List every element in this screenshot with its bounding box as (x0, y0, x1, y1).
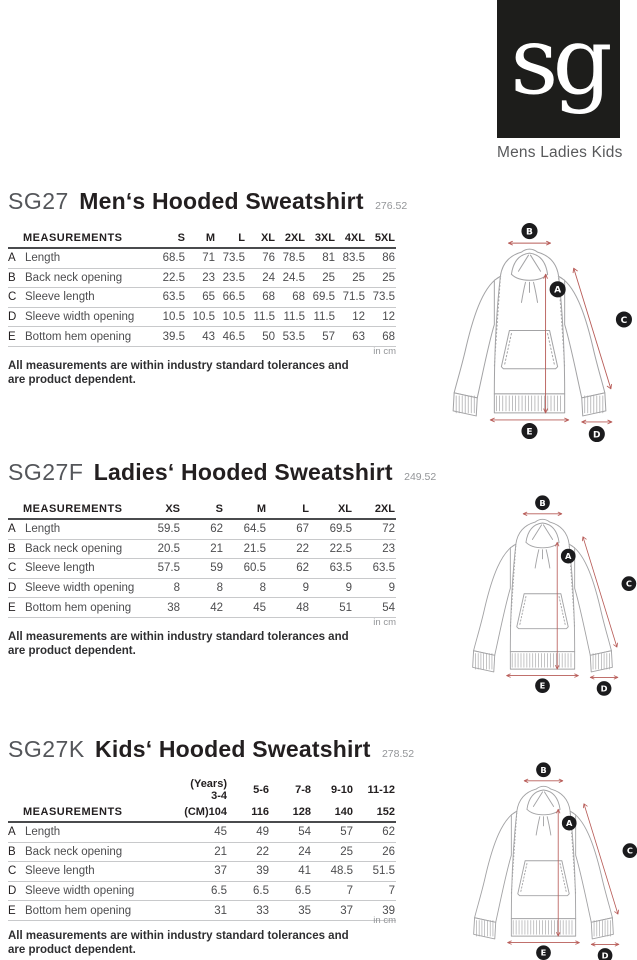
hoodie-diagram (424, 216, 635, 443)
measurement-row (8, 288, 396, 308)
hoodie-left-sleeve (474, 544, 516, 655)
measurement-value: 37 (214, 865, 227, 878)
svg-text:D: D (600, 683, 608, 694)
kangaroo-pocket (517, 594, 568, 629)
product-code: SG27F (8, 459, 84, 485)
row-letter: A (8, 826, 16, 839)
measurement-value: 64.5 (243, 523, 266, 536)
measurement-value: 38 (167, 601, 180, 614)
column-header: M (186, 228, 216, 248)
column-header: 7-8 (295, 784, 311, 796)
row-label: Bottom hem opening (25, 601, 132, 614)
column-header: S (156, 228, 186, 248)
size-header-row-years (8, 778, 396, 802)
column-header: L (216, 228, 246, 248)
row-letter: C (8, 562, 17, 575)
product-name: Men‘s Hooded Sweatshirt (79, 188, 364, 214)
measurement-value: 60.5 (243, 562, 266, 575)
brand-logo-text: sg (510, 7, 607, 116)
measurement-value: 35 (298, 904, 311, 917)
measurement-value: 68 (262, 291, 275, 304)
svg-text:B: B (526, 227, 533, 238)
measurement-value: 26 (382, 845, 395, 858)
column-header: 5XL (366, 228, 396, 248)
measurement-row (8, 842, 396, 862)
row-label: Bottom hem opening (25, 904, 132, 917)
measure-line-B (523, 512, 562, 515)
row-label: Sleeve length (25, 291, 95, 304)
measure-line-D (591, 943, 619, 946)
column-header: 11-12 (367, 784, 395, 796)
measurement-row (8, 822, 396, 842)
measurement-value: 22 (256, 845, 269, 858)
measurement-value: 42 (210, 601, 223, 614)
row-letter: D (8, 582, 17, 595)
measurement-value: 72 (382, 523, 395, 536)
row-label: Sleeve width opening (25, 311, 135, 324)
measurement-value: 45 (253, 601, 266, 614)
svg-text:A: A (554, 285, 562, 296)
measurements-table (8, 228, 396, 347)
measurement-value: 39 (382, 904, 395, 917)
measurement-value: 9 (388, 582, 395, 595)
measurement-value: 10.5 (222, 311, 245, 324)
disclaimer-line: are product dependent. (8, 374, 136, 386)
measurement-value: 11.5 (283, 311, 305, 324)
measurement-row (8, 327, 396, 347)
disclaimer (8, 929, 408, 957)
hoodie-line-art (447, 756, 637, 960)
measurement-value: 68.5 (162, 252, 185, 265)
measurement-row (8, 307, 396, 327)
hoodie-left-sleeve (454, 276, 500, 398)
kangaroo-pocket (518, 861, 569, 896)
measurement-value: 37 (340, 904, 353, 917)
measurement-value: 6.5 (253, 885, 269, 898)
row-label: Sleeve width opening (25, 885, 135, 898)
unit-note: in cm (373, 915, 396, 926)
measurement-value: 20.5 (157, 542, 180, 555)
measurements-header: MEASUREMENTS (8, 499, 138, 519)
measurement-row (8, 881, 396, 901)
measurement-value: 69.5 (312, 291, 335, 304)
measurement-value: 73.5 (372, 291, 395, 304)
measurement-value: 8 (173, 582, 180, 595)
measurement-value: 49 (256, 826, 269, 839)
column-header: (CM)104 (184, 802, 228, 822)
row-label: Length (25, 252, 61, 265)
measurement-value: 76 (262, 252, 275, 265)
column-header: L (267, 499, 310, 519)
column-header: 4XL (336, 228, 366, 248)
measurement-value: 23.5 (222, 271, 245, 284)
column-header: 140 (312, 802, 354, 822)
right-cuff-hatch (594, 921, 611, 937)
right-cuff-hatch (585, 396, 603, 413)
column-header: 9-10 (330, 784, 353, 796)
section-title (8, 459, 436, 486)
row-label: Length (25, 523, 61, 536)
svg-text:E: E (540, 947, 547, 958)
hem-hatch (496, 396, 560, 411)
measurement-value: 31 (214, 904, 227, 917)
measurement-value: 62 (382, 826, 395, 839)
svg-text:D: D (593, 430, 601, 441)
svg-text:A: A (565, 551, 572, 562)
measurement-row (8, 519, 396, 539)
column-header: XL (246, 228, 276, 248)
measurement-value: 69.5 (329, 523, 352, 536)
column-header: XS (138, 499, 181, 519)
measurement-value: 33 (256, 904, 269, 917)
measurement-value: 23 (382, 542, 395, 555)
measurement-value: 63.5 (372, 562, 395, 575)
measurement-value: 66.5 (222, 291, 245, 304)
row-label: Back neck opening (25, 845, 123, 858)
measurement-value: 51 (339, 601, 352, 614)
measurement-value: 24.5 (282, 271, 305, 284)
measurement-value: 21 (210, 542, 223, 555)
svg-text:A: A (566, 818, 573, 829)
measure-line-D (582, 420, 612, 424)
measurement-value: 51.5 (372, 865, 395, 878)
measurement-value: 22 (296, 542, 309, 555)
kangaroo-pocket (501, 331, 557, 369)
hem-hatch (513, 921, 572, 935)
row-letter: B (8, 845, 16, 858)
measurement-value: 39 (256, 865, 269, 878)
column-header: XL (310, 499, 353, 519)
measurement-value: 24 (298, 845, 311, 858)
measurement-value: 45 (214, 826, 227, 839)
measurement-row (8, 559, 396, 579)
measurement-value: 63.5 (162, 291, 185, 304)
row-letter: A (8, 523, 16, 536)
measurement-value: 7 (346, 885, 353, 898)
measurement-value: 22.5 (329, 542, 352, 555)
measurement-value: 50 (262, 330, 275, 343)
measurement-value: 59.5 (157, 523, 180, 536)
unit-note: in cm (373, 346, 396, 357)
row-letter: E (8, 330, 16, 343)
measurements-header: MEASUREMENTS (8, 802, 184, 822)
section-mens (0, 188, 637, 458)
measurements-table (8, 778, 396, 921)
disclaimer-line: are product dependent. (8, 645, 136, 657)
measurement-value: 25 (382, 271, 395, 284)
measurement-value: 11.5 (313, 311, 335, 324)
measurement-value: 63 (352, 330, 365, 343)
hoodie-diagram (446, 489, 637, 697)
measurement-row (8, 578, 396, 598)
measurement-value: 25 (352, 271, 365, 284)
svg-text:D: D (601, 950, 609, 960)
row-letter: E (8, 904, 16, 917)
hoodie-line-art (424, 216, 635, 443)
disclaimer-line: All measurements are within industry standard tolerances and (8, 930, 349, 942)
measurement-value: 48.5 (330, 865, 353, 878)
measurement-value: 62 (296, 562, 309, 575)
svg-text:C: C (620, 315, 628, 326)
measurements-header: MEASUREMENTS (8, 228, 156, 248)
column-header: S (181, 499, 224, 519)
row-label: Sleeve width opening (25, 582, 135, 595)
disclaimer-line: are product dependent. (8, 944, 136, 956)
row-letter: C (8, 865, 17, 878)
measurement-value: 12 (382, 311, 395, 324)
row-label: Length (25, 826, 61, 839)
measurement-value: 9 (302, 582, 309, 595)
measurement-value: 65 (202, 291, 215, 304)
measurement-value: 57.5 (157, 562, 180, 575)
measurement-value: 8 (216, 582, 223, 595)
measurement-value: 25 (340, 845, 353, 858)
column-header: M (224, 499, 267, 519)
column-header: 2XL (353, 499, 396, 519)
column-header: 2XL (276, 228, 306, 248)
measure-line-D (590, 676, 618, 679)
measurement-value: 9 (345, 582, 352, 595)
measurement-value: 21.5 (243, 542, 266, 555)
measurement-value: 68 (292, 291, 305, 304)
disclaimer-line: All measurements are within industry standard tolerances and (8, 360, 349, 372)
disclaimer (8, 359, 408, 387)
measurement-value: 53.5 (282, 330, 305, 343)
measurement-value: 71.5 (342, 291, 365, 304)
row-label: Back neck opening (25, 271, 123, 284)
measurement-value: 54 (382, 601, 395, 614)
measurement-row (8, 539, 396, 559)
measurement-value: 12 (352, 311, 365, 324)
svg-text:E: E (539, 680, 546, 691)
section-kids (0, 736, 637, 960)
measurement-value: 6.5 (211, 885, 227, 898)
row-letter: B (8, 271, 16, 284)
measurement-value: 10.5 (192, 311, 215, 324)
measurement-value: 43 (202, 330, 215, 343)
product-code: SG27K (8, 736, 85, 762)
right-cuff-hatch (593, 654, 610, 670)
measurement-row (8, 862, 396, 882)
brand-logo (497, 0, 620, 138)
column-header: 116 (228, 802, 270, 822)
left-cuff-hatch (456, 396, 474, 413)
hoodie-line-art (446, 489, 637, 697)
size-header-row (8, 802, 396, 822)
disclaimer (8, 630, 408, 658)
row-letter: C (8, 291, 17, 304)
measurement-value: 67 (296, 523, 309, 536)
unit-note: in cm (373, 617, 396, 628)
row-label: Back neck opening (25, 542, 123, 555)
measurement-value: 41 (298, 865, 311, 878)
product-name: Kids‘ Hooded Sweatshirt (95, 736, 371, 762)
measurement-value: 24 (262, 271, 275, 284)
measurement-value: 8 (259, 582, 266, 595)
left-cuff-hatch (475, 654, 492, 670)
measurement-value: 6.5 (295, 885, 311, 898)
section-title (8, 188, 407, 215)
column-header: (Years) 3-4 (190, 778, 227, 802)
measurement-value: 81 (322, 252, 335, 265)
svg-text:E: E (526, 427, 533, 438)
measurement-value: 71 (202, 252, 215, 265)
measurement-value: 59 (210, 562, 223, 575)
measure-line-E (508, 941, 580, 944)
section-title (8, 736, 414, 763)
hoodie-diagram (447, 756, 637, 960)
measurement-value: 21 (214, 845, 227, 858)
measurement-row (8, 248, 396, 268)
size-header-row (8, 228, 396, 248)
measurement-row (8, 598, 396, 618)
measurement-value: 78.5 (282, 252, 305, 265)
column-header: 152 (354, 802, 396, 822)
product-number: 249.52 (404, 471, 437, 483)
column-header: 128 (270, 802, 312, 822)
column-header-spacer (8, 778, 184, 802)
measurement-value: 11.5 (253, 311, 275, 324)
svg-text:B: B (539, 497, 546, 508)
measurement-value: 86 (382, 252, 395, 265)
measurement-value: 25 (322, 271, 335, 284)
measurement-value: 68 (382, 330, 395, 343)
row-letter: E (8, 601, 16, 614)
measurement-value: 57 (322, 330, 335, 343)
measurement-value: 62 (210, 523, 223, 536)
measurement-value: 46.5 (222, 330, 245, 343)
left-cuff-hatch (476, 921, 493, 937)
row-letter: D (8, 311, 17, 324)
svg-text:B: B (540, 764, 547, 775)
measurement-value: 7 (388, 885, 395, 898)
row-letter: A (8, 252, 16, 265)
measure-line-E (507, 674, 579, 677)
product-number: 278.52 (381, 748, 415, 760)
hoodie-left-sleeve (475, 811, 517, 922)
row-letter: B (8, 542, 16, 555)
measure-line-B (524, 779, 563, 782)
measurement-value: 63.5 (329, 562, 352, 575)
measure-line-B (508, 241, 550, 245)
hem-hatch (512, 654, 571, 668)
measurement-value: 48 (296, 601, 309, 614)
measurement-value: 73.5 (222, 252, 245, 265)
svg-text:C: C (625, 578, 632, 589)
measurement-value: 83.5 (342, 252, 365, 265)
section-ladies (0, 459, 637, 735)
svg-text:C: C (626, 845, 633, 856)
measurement-row (8, 268, 396, 288)
measure-line-E (490, 418, 568, 422)
product-number: 276.52 (375, 200, 408, 212)
measurement-value: 10.5 (162, 311, 185, 324)
product-name: Ladies‘ Hooded Sweatshirt (93, 459, 393, 485)
row-letter: D (8, 885, 17, 898)
measurement-value: 23 (202, 271, 215, 284)
size-header-row (8, 499, 396, 519)
measurement-value: 22.5 (162, 271, 185, 284)
brand-tagline: Mens Ladies Kids (497, 144, 623, 161)
row-label: Sleeve length (25, 562, 95, 575)
column-header: 3XL (306, 228, 336, 248)
product-code: SG27 (8, 188, 69, 214)
disclaimer-line: All measurements are within industry standard tolerances and (8, 631, 349, 643)
measurement-value: 54 (298, 826, 311, 839)
row-label: Bottom hem opening (25, 330, 132, 343)
row-label: Sleeve length (25, 865, 95, 878)
measurements-table (8, 499, 396, 618)
measurement-value: 57 (340, 826, 353, 839)
measurement-value: 39.5 (162, 330, 185, 343)
column-header: 5-6 (253, 784, 269, 796)
